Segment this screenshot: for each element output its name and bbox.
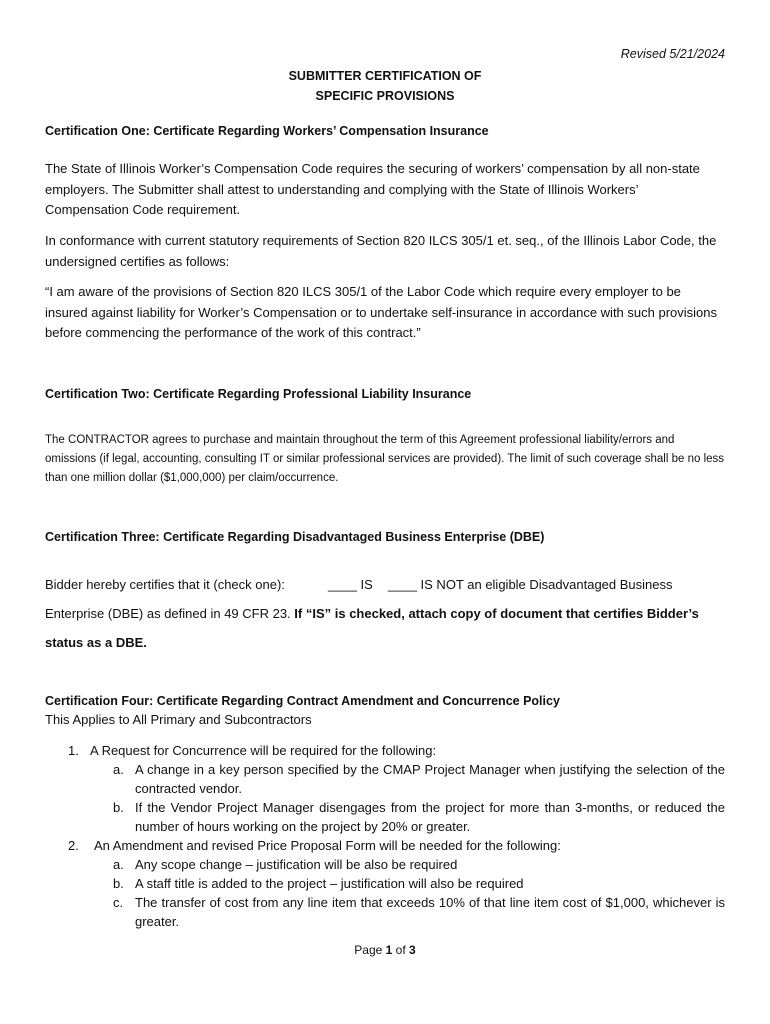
page-number: 1: [385, 943, 393, 957]
cert1-paragraph-1: The State of Illinois Worker’s Compensation Code requires the securing of workers’ compensation by all non-state employers. The Submitter shall attest to understanding and complying with the State of Illinois Workers’ Compensation Code requirement.: [45, 161, 700, 217]
cert4-subheading: This Applies to All Primary and Subcontractors: [45, 712, 312, 727]
dbe-is-blank[interactable]: ____ IS: [328, 577, 373, 592]
list-item-2b: [113, 874, 725, 893]
list-item-2a-letter: a.: [113, 857, 124, 872]
cert3-line-3: status as a DBE.: [45, 635, 147, 650]
list-item-1b-letter: b.: [113, 800, 124, 815]
cert2-heading: Certification Two: Certificate Regarding Professional Liability Insurance: [45, 387, 472, 401]
list-item-1: [68, 741, 725, 760]
cert3-line-1-intro: Bidder hereby certifies that it (check one):: [45, 577, 285, 592]
list-item-2: [68, 836, 725, 855]
document-title: [0, 66, 770, 106]
revised-date: Revised 5/21/2024: [620, 47, 725, 61]
of-word: of: [395, 943, 406, 957]
list-item-2c-text: The transfer of cost from any line item that exceeds 10% of that line item cost of $1,000, whichever is greater.: [135, 895, 725, 929]
list-item-2-text: An Amendment and revised Price Proposal Form will be needed for the following:: [94, 838, 561, 853]
list-item-2b-text: A staff title is added to the project – justification will also be required: [135, 876, 524, 891]
title-line-2: SPECIFIC PROVISIONS: [315, 89, 455, 103]
list-item-1b: [113, 798, 725, 836]
page-footer: [0, 943, 770, 957]
cert3-line-2-text: Enterprise (DBE) as defined in 49 CFR 23.: [45, 606, 291, 621]
cert3-line-1: [45, 575, 725, 596]
list-item-2c-letter: c.: [113, 895, 124, 910]
cert2-paragraph: The CONTRACTOR agrees to purchase and maintain throughout the term of this Agreement professional liability/errors and omissions (if legal, accounting, consulting IT or similar professional services are provided). The limit of such coverage shall be no less than one million dollar ($1,000,000) per claim/occurrence.: [45, 434, 725, 484]
list-item-2-number: 2.: [68, 838, 79, 853]
list-item-1a-text: A change in a key person specified by the CMAP Project Manager when justifying the selection of the contracted vendor.: [135, 762, 725, 796]
cert3-line-2: [45, 604, 725, 625]
title-line-1: SUBMITTER CERTIFICATION OF: [288, 69, 482, 83]
cert1-paragraph-2: In conformance with current statutory requirements of Section 820 ILCS 305/1 et. seq., of the Illinois Labor Code, the undersigned certifies as follows:: [45, 233, 717, 269]
list-item-1a: [113, 760, 725, 798]
list-item-2a: [113, 855, 725, 874]
page-word: Page: [354, 943, 383, 957]
cert1-paragraph-3: “I am aware of the provisions of Section 820 ILCS 305/1 of the Labor Code which require every employer to be insured against liability for Worker’s Compensation or to undertake self-insurance in accordance with such provisions before commencing the performance of the work of this contract.”: [45, 284, 718, 340]
list-item-2b-letter: b.: [113, 876, 124, 891]
dbe-is-not-blank[interactable]: ____ IS NOT an eligible Disadvantaged Business: [388, 577, 673, 592]
list-item-1-text: A Request for Concurrence will be required for the following:: [90, 743, 437, 758]
list-item-1b-text: If the Vendor Project Manager disengages from the project for more than 3-months, or reduced the number of hours working on the project by 20% or greater.: [135, 800, 725, 834]
list-item-1-number: 1.: [68, 743, 79, 758]
cert1-heading: Certification One: Certificate Regarding Workers’ Compensation Insurance: [45, 124, 489, 138]
cert4-heading: Certification Four: Certificate Regarding Contract Amendment and Concurrence Policy: [45, 694, 560, 708]
cert3-heading: Certification Three: Certificate Regarding Disadvantaged Business Enterprise (DBE): [45, 530, 545, 544]
list-item-1a-letter: a.: [113, 762, 124, 777]
list-item-2c: [113, 893, 725, 931]
page-total: 3: [409, 943, 416, 957]
cert3-line-2-bold: If “IS” is checked, attach copy of document that certifies Bidder’s: [294, 606, 699, 621]
list-item-2a-text: Any scope change – justification will be also be required: [135, 857, 458, 872]
